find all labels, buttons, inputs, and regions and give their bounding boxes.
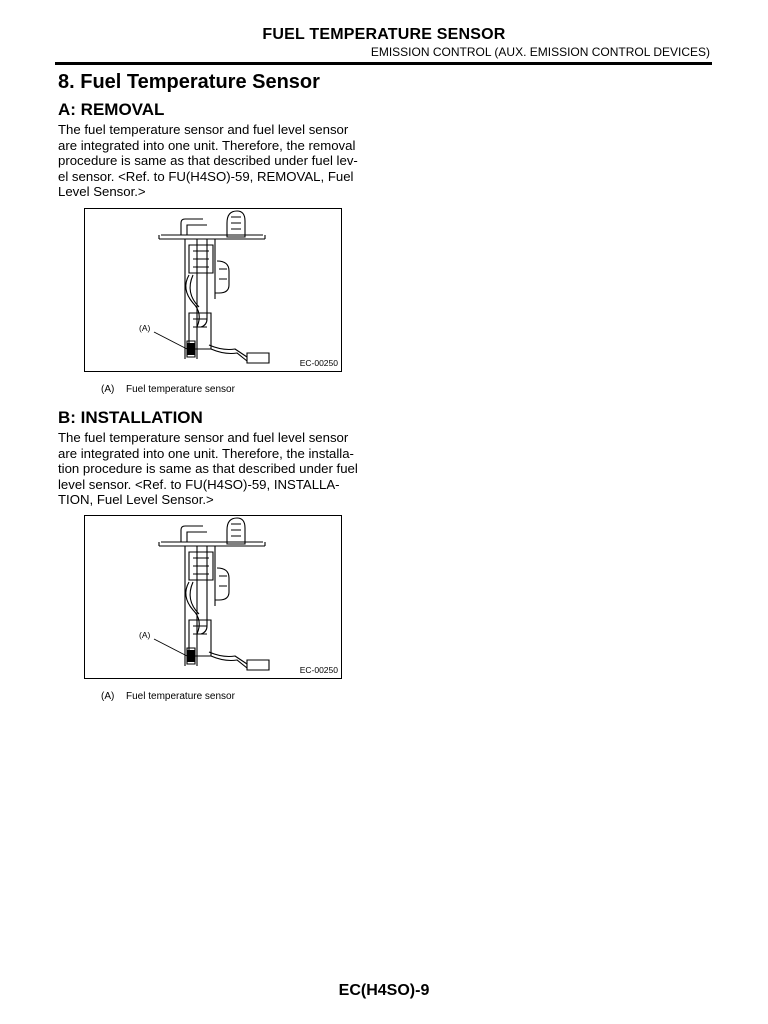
caption-text: Fuel temperature sensor xyxy=(126,691,235,702)
figure-code: EC-00250 xyxy=(299,665,338,675)
figure-callout-a: (A) xyxy=(139,323,151,333)
removal-line: procedure is same as that described under fuel lev- xyxy=(58,153,358,168)
removal-heading: A: REMOVAL xyxy=(58,100,165,119)
installation-line: tion procedure is same as that described under fuel xyxy=(58,461,358,476)
figure-code: EC-00250 xyxy=(299,358,338,368)
removal-figure xyxy=(84,208,342,372)
page-header-title: FUEL TEMPERATURE SENSOR xyxy=(262,26,506,43)
removal-line: are integrated into one unit. Therefore, the removal xyxy=(58,137,356,153)
installation-line: The fuel temperature sensor and fuel level sensor xyxy=(58,430,349,445)
fuel-pump-assembly-diagram xyxy=(85,209,341,371)
page-number: EC(H4SO)-9 xyxy=(338,982,430,999)
fuel-pump-assembly-diagram xyxy=(85,516,341,678)
caption-text: Fuel temperature sensor xyxy=(126,384,235,395)
removal-paragraph xyxy=(58,122,366,200)
installation-line: level sensor. <Ref. to FU(H4SO)-59, INSTALLA- xyxy=(58,476,340,492)
installation-line: TION, Fuel Level Sensor.> xyxy=(58,492,214,507)
header-divider xyxy=(55,62,712,65)
caption-key: (A) xyxy=(101,691,115,702)
removal-line: el sensor. <Ref. to FU(H4SO)-59, REMOVAL, Fuel xyxy=(58,168,354,184)
installation-figure xyxy=(84,515,342,679)
installation-line: are integrated into one unit. Therefore, the installa- xyxy=(58,445,354,461)
figure-callout-a: (A) xyxy=(139,630,151,640)
page-header-subtitle: EMISSION CONTROL (AUX. EMISSION CONTROL DEVICES) xyxy=(370,45,710,59)
removal-line: The fuel temperature sensor and fuel level sensor xyxy=(58,122,349,137)
installation-paragraph xyxy=(58,430,366,508)
installation-heading: B: INSTALLATION xyxy=(58,408,203,427)
section-title: 8. Fuel Temperature Sensor xyxy=(58,71,320,93)
removal-figure-caption xyxy=(101,384,235,395)
installation-figure-caption xyxy=(101,691,235,702)
removal-line: Level Sensor.> xyxy=(58,184,146,199)
caption-key: (A) xyxy=(101,384,115,395)
